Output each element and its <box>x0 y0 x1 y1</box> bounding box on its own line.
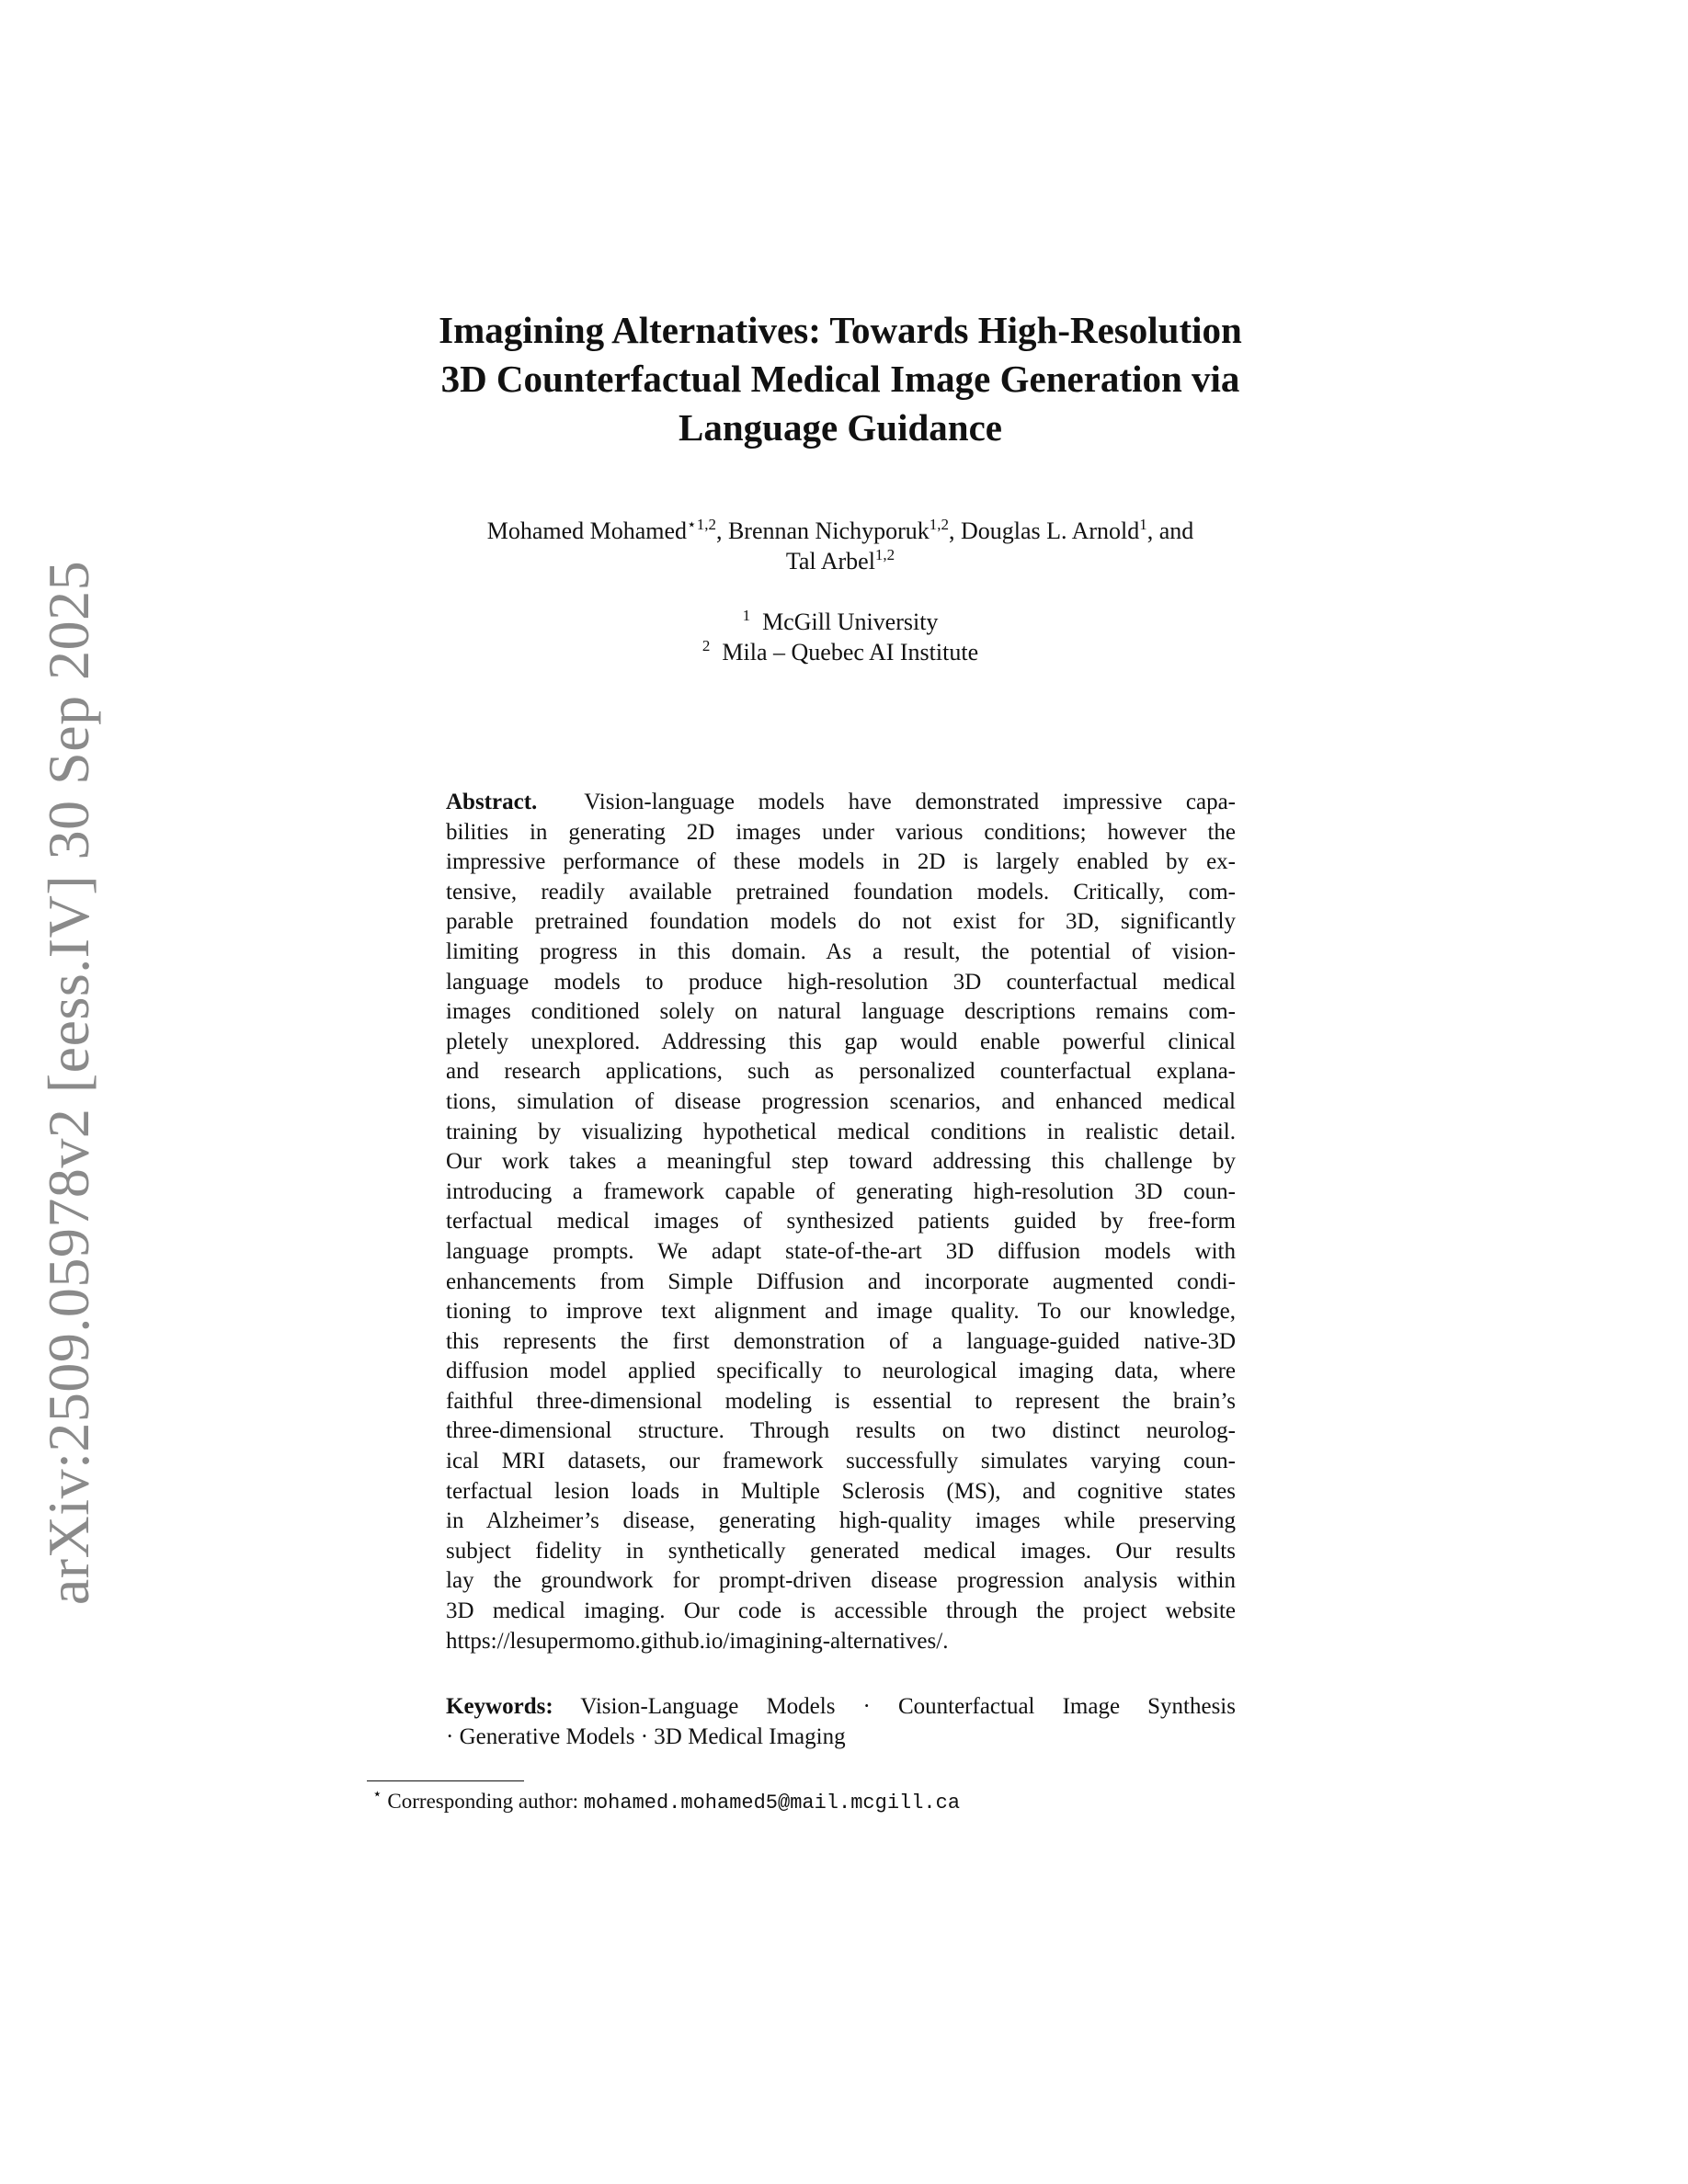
affiliations <box>276 607 1405 667</box>
abstract-line <box>446 1477 1236 1507</box>
abstract-text: Our work takes a meaningful step toward addressing this challenge by <box>446 1149 1236 1175</box>
abstract-text: enhancements from Simple Diffusion and incorporate augmented condi- <box>446 1268 1236 1294</box>
abstract-line <box>446 1237 1236 1268</box>
abstract-text: this represents the first demonstration of a language-guided native-3D <box>446 1328 1236 1354</box>
affiliation <box>276 607 1405 637</box>
abstract-line <box>446 1087 1236 1118</box>
author-sep: , <box>948 518 961 544</box>
abstract <box>446 788 1236 1656</box>
abstract-line <box>446 1357 1236 1387</box>
abstract-line <box>446 997 1236 1028</box>
author-sep: , <box>715 518 728 544</box>
author-name: Mohamed Mohamed <box>486 518 688 544</box>
abstract-text: and research applications, such as personalized counterfactual explana- <box>446 1059 1236 1085</box>
footnote-text: Corresponding author: <box>387 1790 579 1813</box>
abstract-line <box>446 1447 1236 1477</box>
abstract-line <box>446 1118 1236 1148</box>
abstract-line <box>446 1537 1236 1567</box>
paper-title <box>276 306 1405 452</box>
author-list <box>276 516 1405 576</box>
abstract-line <box>446 878 1236 908</box>
author-affil-sup: 1,2 <box>874 546 895 563</box>
keywords-label: Keywords: <box>446 1694 553 1719</box>
author-name: Tal Arbel <box>785 548 875 574</box>
keywords-line: Vision-Language Models · Counterfactual Image Synthesis <box>580 1694 1236 1719</box>
abstract-label: Abstract. <box>446 790 538 814</box>
title-line: 3D Counterfactual Medical Image Generation via <box>440 358 1240 400</box>
affiliation-name: Mila – Quebec AI Institute <box>722 639 979 665</box>
abstract-text: limiting progress in this domain. As a result, the potential of vision- <box>446 938 1236 964</box>
abstract-text: impressive performance of these models in 2D is largely enabled by ex- <box>446 849 1236 875</box>
abstract-text: terfactual lesion loads in Multiple Sclerosis (MS), and cognitive states <box>446 1478 1236 1504</box>
author-name: Brennan Nichyporuk <box>727 518 930 544</box>
abstract-text: tions, simulation of disease progression scenarios, and enhanced medical <box>446 1088 1236 1114</box>
abstract-line <box>446 938 1236 968</box>
abstract-text: 3D medical imaging. Our code is accessible through the project website <box>446 1598 1236 1624</box>
abstract-text: faithful three-dimensional modeling is essential to represent the brain’s <box>446 1388 1236 1414</box>
corresponding-email-link[interactable]: mohamed.mohamed5@mail.mcgill.ca <box>583 1792 961 1814</box>
abstract-text: pletely unexplored. Addressing this gap would enable powerful clinical <box>446 1029 1236 1054</box>
author-sep: , and <box>1146 518 1194 544</box>
abstract-text: language prompts. We adapt state-of-the-art 3D diffusion models with <box>446 1238 1236 1264</box>
abstract-line <box>446 1387 1236 1417</box>
abstract-line <box>446 1416 1236 1447</box>
abstract-text: Vision-language models have demonstrated impressive capa- <box>584 790 1236 814</box>
footnote-rule <box>367 1780 524 1781</box>
author-affil-sup: ⋆1,2 <box>687 516 716 533</box>
abstract-line <box>446 1566 1236 1597</box>
abstract-text: language models to produce high-resolution 3D counterfactual medical <box>446 969 1236 995</box>
project-website-link[interactable]: https://lesupermomo.github.io/imagining-alternatives/. <box>446 1628 949 1654</box>
abstract-line <box>446 1507 1236 1537</box>
abstract-text: training by visualizing hypothetical medical conditions in realistic detail. <box>446 1119 1236 1144</box>
abstract-line <box>446 1057 1236 1087</box>
author-affil-sup: 1,2 <box>929 516 949 533</box>
abstract-line <box>446 818 1236 848</box>
abstract-text: lay the groundwork for prompt-driven disease progression analysis within <box>446 1568 1236 1594</box>
abstract-line <box>446 1597 1236 1627</box>
affiliation <box>276 637 1405 667</box>
abstract-line <box>446 1627 1236 1657</box>
abstract-text: bilities in generating 2D images under various conditions; however the <box>446 819 1236 845</box>
abstract-text: in Alzheimer’s disease, generating high-quality images while preserving <box>446 1508 1236 1534</box>
abstract-text: diffusion model applied specifically to neurological imaging data, where <box>446 1359 1236 1384</box>
abstract-text: parable pretrained foundation models do not exist for 3D, significantly <box>446 909 1236 935</box>
affiliation-number: 2 <box>701 637 711 654</box>
author-name: Douglas L. Arnold <box>960 518 1140 544</box>
title-line: Imagining Alternatives: Towards High-Resolution <box>439 309 1242 351</box>
affiliation-name: McGill University <box>762 609 939 635</box>
abstract-text: images conditioned solely on natural language descriptions remains com- <box>446 999 1236 1025</box>
abstract-text: tensive, readily available pretrained foundation models. Critically, com- <box>446 879 1236 904</box>
abstract-line <box>446 1297 1236 1327</box>
abstract-line <box>446 1147 1236 1177</box>
keywords-line: · Generative Models · 3D Medical Imaging <box>446 1723 846 1749</box>
abstract-line <box>446 1207 1236 1237</box>
abstract-text: ical MRI datasets, our framework successfully simulates varying coun- <box>446 1449 1236 1474</box>
abstract-text: introducing a framework capable of generating high-resolution 3D coun- <box>446 1178 1236 1204</box>
arxiv-side-stamp: arXiv:2509.05978v2 [eess.IV] 30 Sep 2025 <box>36 560 101 1606</box>
abstract-line <box>446 1028 1236 1058</box>
abstract-line <box>446 968 1236 998</box>
affiliation-number: 1 <box>742 607 751 624</box>
abstract-text: tioning to improve text alignment and image quality. To our knowledge, <box>446 1299 1236 1325</box>
title-line: Language Guidance <box>679 406 1002 449</box>
abstract-line <box>446 1327 1236 1358</box>
abstract-text: subject fidelity in synthetically generated medical images. Our results <box>446 1538 1236 1564</box>
footnote-mark: ⋆ <box>372 1785 382 1803</box>
abstract-line <box>446 1177 1236 1208</box>
footnote <box>372 1787 960 1818</box>
abstract-line <box>446 788 1236 818</box>
abstract-text: three-dimensional structure. Through results on two distinct neurolog- <box>446 1418 1236 1444</box>
abstract-line <box>446 1268 1236 1298</box>
abstract-line <box>446 907 1236 938</box>
abstract-text: terfactual medical images of synthesized patients guided by free-form <box>446 1209 1236 1234</box>
abstract-line <box>446 847 1236 878</box>
author-affil-sup: 1 <box>1139 516 1147 533</box>
keywords <box>446 1692 1236 1752</box>
